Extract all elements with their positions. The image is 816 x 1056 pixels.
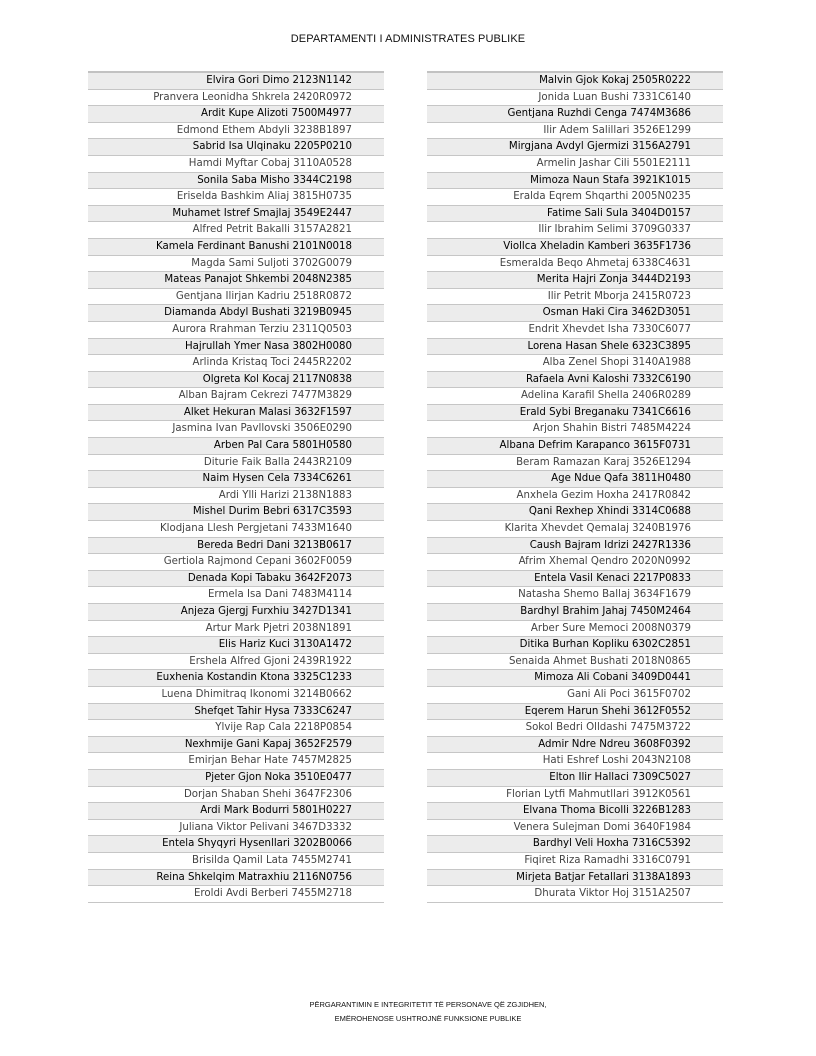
list-item: Ermela Isa Dani 7483M4114 — [88, 587, 384, 604]
list-item: Alket Hekuran Malasi 3632F1597 — [88, 405, 384, 422]
footer-line-2: EMËROHENOSE USHTROJNË FUNKSIONE PUBLIKE — [334, 1014, 522, 1023]
list-item: Anxhela Gezim Hoxha 2417R0842 — [427, 488, 723, 505]
list-item: Bardhyl Brahim Jahaj 7450M2464 — [427, 604, 723, 621]
list-item: Alfred Petrit Bakalli 3157A2821 — [88, 222, 384, 239]
list-item: Sonila Saba Misho 3344C2198 — [88, 173, 384, 190]
list-item: Venera Sulejman Domi 3640F1984 — [427, 820, 723, 837]
list-item: Entela Shyqyri Hysenllari 3202B0066 — [88, 836, 384, 853]
list-item: Eqerem Harun Shehi 3612F0552 — [427, 704, 723, 721]
list-item: Eralda Eqrem Shqarthi 2005N0235 — [427, 189, 723, 206]
list-item: Senaida Ahmet Bushati 2018N0865 — [427, 654, 723, 671]
list-item: Diamanda Abdyl Bushati 3219B0945 — [88, 305, 384, 322]
list-item: Hamdi Myftar Cobaj 3110A0528 — [88, 156, 384, 173]
list-item: Hati Eshref Loshi 2043N2108 — [427, 753, 723, 770]
list-item: Lorena Hasan Shele 6323C3895 — [427, 339, 723, 356]
list-item: Muhamet Istref Smajlaj 3549E2447 — [88, 206, 384, 223]
list-item: Euxhenia Kostandin Ktona 3325C1233 — [88, 670, 384, 687]
list-item: Pjeter Gjon Noka 3510E0477 — [88, 770, 384, 787]
list-item: Edmond Ethem Abdyli 3238B1897 — [88, 123, 384, 140]
page-title: DEPARTAMENTI I ADMINISTRATES PUBLIKE — [290, 33, 526, 45]
list-item: Aurora Rrahman Terziu 2311Q0503 — [88, 322, 384, 339]
list-item: Eroldi Avdi Berberi 7455M2718 — [88, 886, 384, 903]
list-item: Anjeza Gjergj Furxhiu 3427D1341 — [88, 604, 384, 621]
list-item: Jasmina Ivan Pavllovski 3506E0290 — [88, 421, 384, 438]
list-item: Afrim Xhemal Qendro 2020N0992 — [427, 554, 723, 571]
list-item: Elvana Thoma Bicolli 3226B1283 — [427, 803, 723, 820]
list-item: Fiqiret Riza Ramadhi 3316C0791 — [427, 853, 723, 870]
list-item: Qani Rexhep Xhindi 3314C0688 — [427, 504, 723, 521]
list-item: Mirjeta Batjar Fetallari 3138A1893 — [427, 870, 723, 887]
list-item: Gani Ali Poci 3615F0702 — [427, 687, 723, 704]
list-item: Naim Hysen Cela 7334C6261 — [88, 471, 384, 488]
list-item: Entela Vasil Kenaci 2217P0833 — [427, 571, 723, 588]
list-item: Arlinda Kristaq Toci 2445R2202 — [88, 355, 384, 372]
list-item: Reina Shkelqim Matraxhiu 2116N0756 — [88, 870, 384, 887]
list-item: Ardi Mark Bodurri 5801H0227 — [88, 803, 384, 820]
list-item: Natasha Shemo Ballaj 3634F1679 — [427, 587, 723, 604]
list-item: Esmeralda Beqo Ahmetaj 6338C4631 — [427, 256, 723, 273]
list-item: Luena Dhimitraq Ikonomi 3214B0662 — [88, 687, 384, 704]
list-item: Ilir Ibrahim Selimi 3709G0337 — [427, 222, 723, 239]
list-item: Shefqet Tahir Hysa 7333C6247 — [88, 704, 384, 721]
list-item: Dorjan Shaban Shehi 3647F2306 — [88, 787, 384, 804]
list-item: Mimoza Ali Cobani 3409D0441 — [427, 670, 723, 687]
list-item: Dhurata Viktor Hoj 3151A2507 — [427, 886, 723, 903]
list-item: Kamela Ferdinant Banushi 2101N0018 — [88, 239, 384, 256]
list-item: Mirgjana Avdyl Gjermizi 3156A2791 — [427, 139, 723, 156]
list-item: Pranvera Leonidha Shkrela 2420R0972 — [88, 90, 384, 107]
list-item: Age Ndue Qafa 3811H0480 — [427, 471, 723, 488]
list-item: Rafaela Avni Kaloshi 7332C6190 — [427, 372, 723, 389]
list-item: Florian Lytfi Mahmutllari 3912K0561 — [427, 787, 723, 804]
right-name-list — [427, 71, 723, 903]
list-item: Elis Hariz Kuci 3130A1472 — [88, 637, 384, 654]
list-item: Ardit Kupe Alizoti 7500M4977 — [88, 106, 384, 123]
list-item: Sabrid Isa Ulqinaku 2205P0210 — [88, 139, 384, 156]
list-item: Nexhmije Gani Kapaj 3652F2579 — [88, 737, 384, 754]
list-item: Eriselda Bashkim Aliaj 3815H0735 — [88, 189, 384, 206]
list-item: Juliana Viktor Pelivani 3467D3332 — [88, 820, 384, 837]
list-item: Gentjana Ruzhdi Cenga 7474M3686 — [427, 106, 723, 123]
list-item: Alba Zenel Shopi 3140A1988 — [427, 355, 723, 372]
list-item: Brisilda Qamil Lata 7455M2741 — [88, 853, 384, 870]
list-item: Denada Kopi Tabaku 3642F2073 — [88, 571, 384, 588]
list-item: Merita Hajri Zonja 3444D2193 — [427, 272, 723, 289]
list-item: Klarita Xhevdet Qemalaj 3240B1976 — [427, 521, 723, 538]
list-item: Erald Sybi Breganaku 7341C6616 — [427, 405, 723, 422]
list-item: Artur Mark Pjetri 2038N1891 — [88, 621, 384, 638]
list-item: Emirjan Behar Hate 7457M2825 — [88, 753, 384, 770]
list-item: Albana Defrim Karapanco 3615F0731 — [427, 438, 723, 455]
list-item: Ershela Alfred Gjoni 2439R1922 — [88, 654, 384, 671]
list-item: Ardi Ylli Harizi 2138N1883 — [88, 488, 384, 505]
list-item: Mateas Panajot Shkembi 2048N2385 — [88, 272, 384, 289]
list-item: Ilir Petrit Mborja 2415R0723 — [427, 289, 723, 306]
list-item: Mishel Durim Bebri 6317C3593 — [88, 504, 384, 521]
list-item: Jonida Luan Bushi 7331C6140 — [427, 90, 723, 107]
list-item: Diturie Faik Balla 2443R2109 — [88, 455, 384, 472]
list-item: Gentjana Ilirjan Kadriu 2518R0872 — [88, 289, 384, 306]
list-item: Sokol Bedri Olldashi 7475M3722 — [427, 720, 723, 737]
list-item: Olgreta Kol Kocaj 2117N0838 — [88, 372, 384, 389]
list-item: Endrit Xhevdet Isha 7330C6077 — [427, 322, 723, 339]
list-item: Admir Ndre Ndreu 3608F0392 — [427, 737, 723, 754]
list-item: Ditika Burhan Kopliku 6302C2851 — [427, 637, 723, 654]
list-item: Armelin Jashar Cili 5501E2111 — [427, 156, 723, 173]
list-item: Alban Bajram Cekrezi 7477M3829 — [88, 388, 384, 405]
left-name-list — [88, 71, 384, 903]
list-item: Arben Pal Cara 5801H0580 — [88, 438, 384, 455]
list-item: Malvin Gjok Kokaj 2505R0222 — [427, 73, 723, 90]
list-item: Magda Sami Suljoti 3702G0079 — [88, 256, 384, 273]
list-item: Caush Bajram Idrizi 2427R1336 — [427, 538, 723, 555]
list-item: Osman Haki Cira 3462D3051 — [427, 305, 723, 322]
list-item: Bardhyl Veli Hoxha 7316C5392 — [427, 836, 723, 853]
list-item: Bereda Bedri Dani 3213B0617 — [88, 538, 384, 555]
list-item: Ilir Adem Salillari 3526E1299 — [427, 123, 723, 140]
list-item: Elvira Gori Dimo 2123N1142 — [88, 73, 384, 90]
list-item: Ylvije Rap Cala 2218P0854 — [88, 720, 384, 737]
list-item: Mimoza Naun Stafa 3921K1015 — [427, 173, 723, 190]
list-item: Beram Ramazan Karaj 3526E1294 — [427, 455, 723, 472]
list-item: Elton Ilir Hallaci 7309C5027 — [427, 770, 723, 787]
list-item: Arber Sure Memoci 2008N0379 — [427, 621, 723, 638]
list-item: Gertiola Rajmond Cepani 3602F0059 — [88, 554, 384, 571]
list-item: Viollca Xheladin Kamberi 3635F1736 — [427, 239, 723, 256]
footer-line-1: PËRGARANTIMIN E INTEGRITETIT TË PERSONAVE QË ZGJIDHEN, — [309, 1000, 547, 1009]
list-item: Adelina Karafil Shella 2406R0289 — [427, 388, 723, 405]
list-item: Hajrullah Ymer Nasa 3802H0080 — [88, 339, 384, 356]
list-item: Arjon Shahin Bistri 7485M4224 — [427, 421, 723, 438]
list-item: Klodjana Llesh Pergjetani 7433M1640 — [88, 521, 384, 538]
page-footer — [0, 998, 816, 1026]
list-item: Fatime Sali Sula 3404D0157 — [427, 206, 723, 223]
